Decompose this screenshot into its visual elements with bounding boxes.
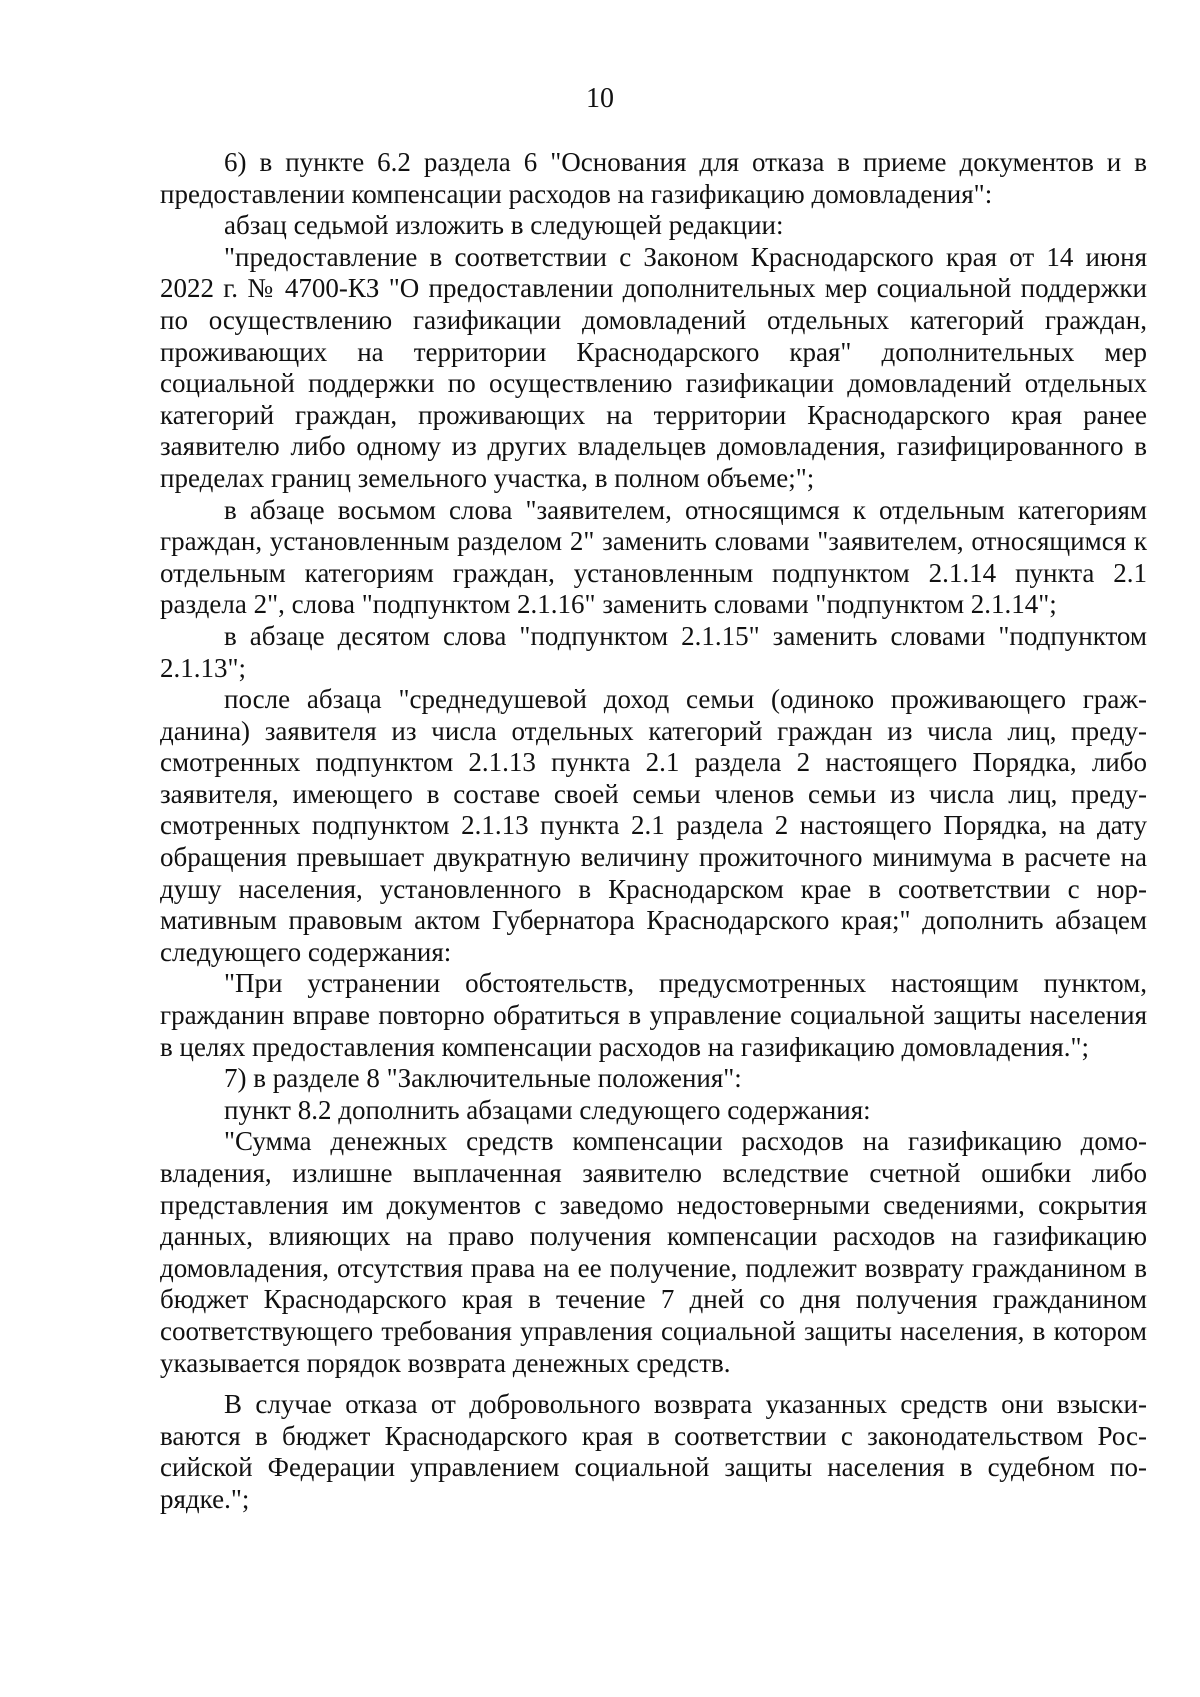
paragraph-after-abzac: после абзаца "среднедушевой доход семьи (одиноко проживающего гражданина) заявителя из числа отдельных категорий граждан из числа лиц, предусмотренных подпунктом 2.1.13 пункта 2.1 раздела 2 настоящего Порядка, либо заявителя, имеющего в составе своей семьи членов семьи из числа лиц, предусмотренных подпунктом 2.1.13 пункта 2.1 раздела 2 настоящего Порядка, на дату обращения превышает двукратную величину прожиточного минимума в расчете на душу населения, установленного в Краснодарском крае в соответствии с нормативным правовым актом Губернатора Краснодарского края;" дополнить абзацем следующего содержания:: [160, 684, 1147, 967]
paragraph-item-6: 6) в пункте 6.2 раздела 6 "Основания для отказа в приеме документов и в предоставлении компенсации расходов на газификацию домовладения":: [160, 147, 1147, 209]
paragraph-point-8-2: пункт 8.2 дополнить абзацами следующего содержания:: [224, 1094, 871, 1125]
paragraph-item-7: 7) в разделе 8 "Заключительные положения":: [224, 1063, 742, 1094]
paragraph-refusal-case: В случае отказа от добровольного возврата указанных средств они взыскиваются в бюджет Краснодарского края в соответствии с законодательством Российской Федерации управлением социальной защиты населения в судебном порядке.";: [160, 1389, 1147, 1514]
paragraph-abzac-10: в абзаце десятом слова "подпунктом 2.1.15" заменить словами "подпунктом 2.1.13";: [160, 620, 1147, 683]
page-number: 10: [586, 83, 614, 114]
paragraph-abzac-8: в абзаце восьмом слова "заявителем, относящимся к отдельным категориям граждан, установленным разделом 2" заменить словами "заявителем, относящимся к отдельным категориям граждан, установленным подпунктом 2.1.14 пункта 2.1 раздела 2", слова "подпунктом 2.1.16" заменить словами "подпунктом 2.1.14";: [160, 494, 1147, 620]
paragraph-abzac-7-text: "предоставление в соответствии с Законом Краснодарского края от 14 июня 2022 г. № 4700-КЗ "О предоставлении дополнительных мер социальной поддержки по осуществлению газификации домовладений отдельных категорий граждан, проживающих на территории Краснодарского края" дополнительных мер социальной поддержки по осуществлению газификации домовладений отдельных категорий граждан, проживающих на территории Краснодарского края ранее заявителю либо одному из других владельцев домовладения, газифицированного в пределах границ земельного участка, в полном объеме;";: [160, 241, 1147, 493]
document-body: [160, 147, 1147, 1516]
paragraph-abzac-7-intro: абзац седьмой изложить в следующей редакции:: [224, 210, 784, 241]
paragraph-new-abzac: "При устранении обстоятельств, предусмотренных настоящим пунктом, гражданин вправе повторно обратиться в управление социальной защиты населения в целях предоставления компенсации расходов на газификацию домовладения.";: [160, 968, 1147, 1062]
paragraph-refund-amount: "Сумма денежных средств компенсации расходов на газификацию домовладения, излишне выплаченная заявителю вследствие счетной ошибки либо представления им документов с заведомо недостоверными сведениями, сокрытия данных, влияющих на право получения компенсации расходов на газификацию домовладения, отсутствия права на ее получение, подлежит возврату гражданином в бюджет Краснодарского края в течение 7 дней со дня получения гражданином соответствующего требования управления социальной защиты населения, в котором указывается порядок возврата денежных средств.: [160, 1126, 1147, 1378]
